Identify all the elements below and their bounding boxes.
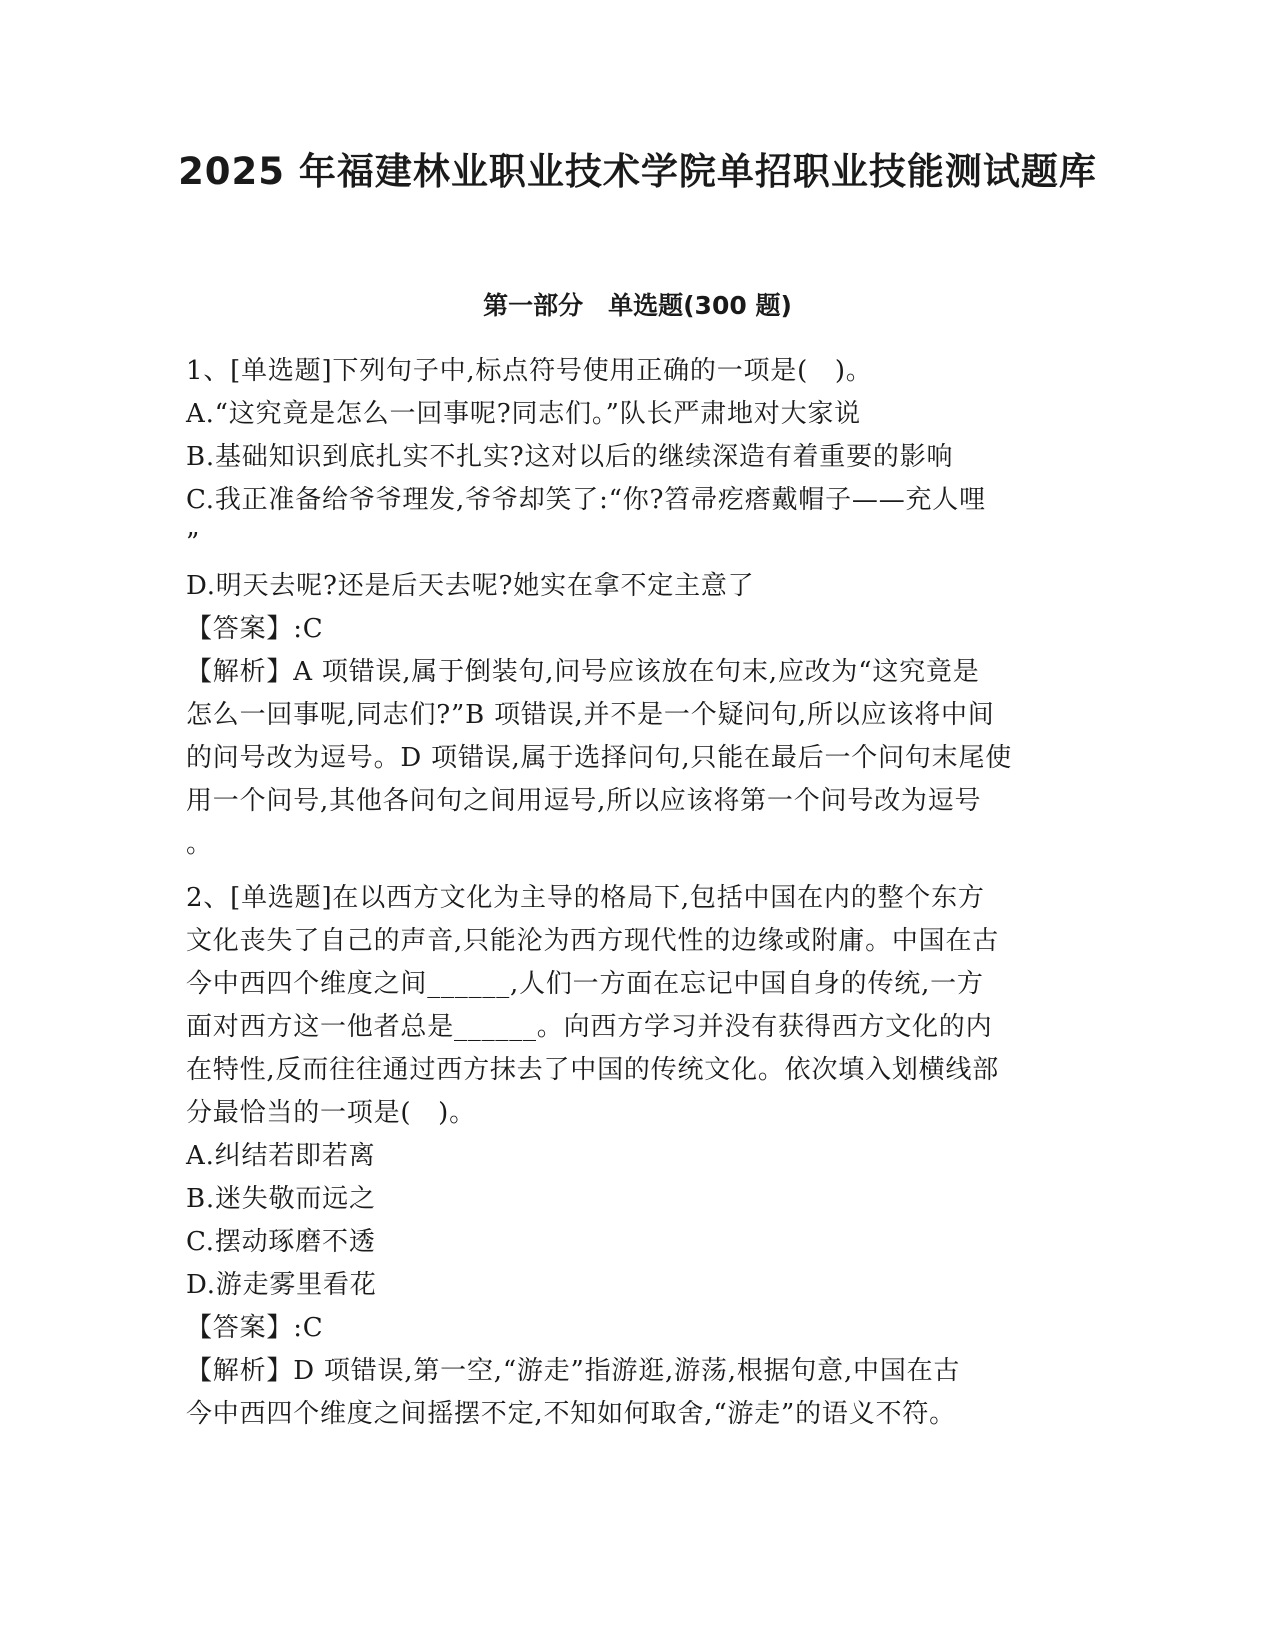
question-2-line: 今中西四个维度之间______,人们一方面在忘记中国自身的传统,一方 xyxy=(186,969,984,999)
question-2-line: 分最恰当的一项是( )。 xyxy=(186,1098,476,1128)
question-2-answer: 【答案】:C xyxy=(186,1313,324,1343)
question-2-analysis: 【解析】D 项错误,第一空,“游走”指游逛,游荡,根据句意,中国在古 xyxy=(186,1356,961,1386)
question-2-line: 文化丧失了自己的声音,只能沦为西方现代性的边缘或附庸。中国在古 xyxy=(186,926,1000,956)
question-2-analysis: 今中西四个维度之间摇摆不定,不知如何取舍,“游走”的语义不符。 xyxy=(186,1399,956,1429)
question-1-option-b: B.基础知识到底扎实不扎实?这对以后的继续深造有着重要的影响 xyxy=(186,442,954,472)
question-1-answer: 【答案】:C xyxy=(186,614,324,644)
document-title: 2025 年福建林业职业技术学院单招职业技能测试题库 xyxy=(178,150,1097,193)
question-1 xyxy=(186,350,1086,866)
question-1-analysis: 用一个问号,其他各问句之间用逗号,所以应该将第一个问号改为逗号 xyxy=(186,786,982,816)
question-1-option-a: A.“这究竟是怎么一回事呢?同志们。”队长严肃地对大家说 xyxy=(186,399,861,429)
question-2-line: 面对西方这一他者总是______。向西方学习并没有获得西方文化的内 xyxy=(186,1012,993,1042)
question-1-option-d: D.明天去呢?还是后天去呢?她实在拿不定主意了 xyxy=(186,571,755,601)
question-2-option-c: C.摆动琢磨不透 xyxy=(186,1227,376,1257)
question-1-option-c-cont: ” xyxy=(186,528,201,558)
question-2-option-a: A.纠结若即若离 xyxy=(186,1141,376,1171)
question-1-option-c: C.我正准备给爷爷理发,爷爷却笑了:“你?笤帚疙瘩戴帽子——充人哩 xyxy=(186,485,986,515)
question-1-line: 1、[单选题]下列句子中,标点符号使用正确的一项是( )。 xyxy=(186,356,873,386)
question-list xyxy=(186,350,1086,1447)
question-2-line: 在特性,反而往往通过西方抹去了中国的传统文化。依次填入划横线部 xyxy=(186,1055,1000,1085)
question-2-line: 2、[单选题]在以西方文化为主导的格局下,包括中国在内的整个东方 xyxy=(186,883,985,913)
question-2-option-b: B.迷失敬而远之 xyxy=(186,1184,376,1214)
question-2-option-d: D.游走雾里看花 xyxy=(186,1270,377,1300)
section-title: 第一部分 单选题(300 题) xyxy=(483,291,792,320)
question-1-analysis: 的问号改为逗号。D 项错误,属于选择问句,只能在最后一个问句末尾使 xyxy=(186,743,1013,773)
question-1-analysis: 怎么一回事呢,同志们?”B 项错误,并不是一个疑问句,所以应该将中间 xyxy=(186,700,995,730)
question-1-analysis: 。 xyxy=(186,829,213,859)
question-2 xyxy=(186,877,1086,1436)
question-1-analysis: 【解析】A 项错误,属于倒装句,问号应该放在句末,应改为“这究竟是 xyxy=(186,657,980,687)
